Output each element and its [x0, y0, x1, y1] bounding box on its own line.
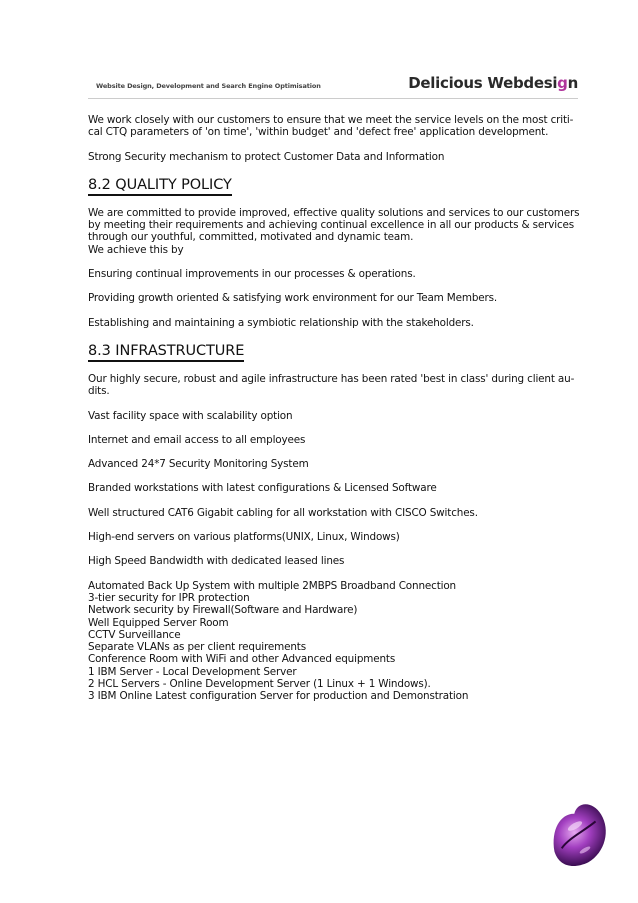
infrastructure-list-item: CCTV Surveillance: [88, 628, 181, 641]
header-tagline: Website Design, Development and Search Engine Optimisation: [96, 82, 321, 90]
infrastructure-list-item: Separate VLANs as per client requirements: [88, 641, 306, 654]
infrastructure-list-item: 3 IBM Online Latest configuration Server for production and Demonstration: [88, 690, 469, 703]
infrastructure-list-item: Network security by Firewall(Software and Hardware): [88, 604, 358, 617]
infrastructure-list-item: Automated Back Up System with multiple 2MBPS Broadband Connection: [88, 579, 456, 592]
document-body: [88, 114, 580, 703]
infrastructure-heading: 8.3 INFRASTRUCTURE: [88, 343, 568, 359]
quality-text-line: by meeting their requirements and achieving continual excellence in all our products & services: [88, 219, 575, 232]
infrastructure-list-item: Conference Room with WiFi and other Advanced equipments: [88, 653, 396, 666]
infrastructure-list-item: 1 IBM Server - Local Development Server: [88, 665, 297, 678]
infrastructure-list-item: Well Equipped Server Room: [88, 616, 229, 629]
infrastructure-item: Branded workstations with latest configurations & Licensed Software: [88, 482, 437, 495]
lips-logo-icon: [545, 800, 613, 870]
infrastructure-item: Vast facility space with scalability option: [88, 409, 293, 422]
infrastructure-intro-line: Our highly secure, robust and agile infrastructure has been rated 'best in class' during client au-: [88, 372, 575, 385]
brand-logo: Delicious Webdesign: [408, 74, 578, 92]
quality-text-line: through our youthful, committed, motivated and dynamic team.: [88, 231, 414, 244]
intro-paragraph-line: cal CTQ parameters of 'on time', 'within budget' and 'defect free' application development.: [88, 126, 549, 139]
header-divider: [88, 98, 578, 99]
infrastructure-list-item: 2 HCL Servers - Online Development Server (1 Linux + 1 Windows).: [88, 678, 431, 691]
infrastructure-item: Internet and email access to all employees: [88, 433, 306, 446]
quality-policy-heading: 8.2 QUALITY POLICY: [88, 177, 568, 193]
quality-item: Providing growth oriented & satisfying work environment for our Team Members.: [88, 292, 498, 305]
infrastructure-item: Well structured CAT6 Gigabit cabling for all workstation with CISCO Switches.: [88, 506, 478, 519]
infrastructure-item: High-end servers on various platforms(UNIX, Linux, Windows): [88, 531, 400, 544]
infrastructure-list-item: 3-tier security for IPR protection: [88, 591, 250, 604]
page-header: [88, 72, 578, 102]
infrastructure-item: High Speed Bandwidth with dedicated leased lines: [88, 555, 345, 568]
intro-paragraph-line: We work closely with our customers to ensure that we meet the service levels on the most criti-: [88, 114, 574, 126]
quality-item: Establishing and maintaining a symbiotic relationship with the stakeholders.: [88, 316, 474, 329]
quality-text-line: We achieve this by: [88, 243, 184, 256]
security-statement: Strong Security mechanism to protect Customer Data and Information: [88, 150, 445, 163]
infrastructure-intro-line: dits.: [88, 385, 110, 398]
quality-text-line: We are committed to provide improved, effective quality solutions and services to our customers: [88, 206, 580, 219]
quality-item: Ensuring continual improvements in our processes & operations.: [88, 268, 416, 281]
infrastructure-item: Advanced 24*7 Security Monitoring System: [88, 458, 309, 471]
